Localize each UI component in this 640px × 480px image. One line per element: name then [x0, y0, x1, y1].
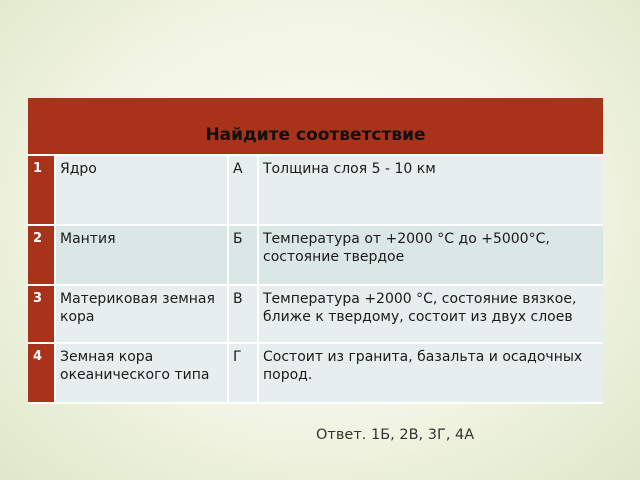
matching-table — [28, 98, 603, 404]
row-number: 2 — [28, 225, 55, 285]
table-row — [28, 285, 603, 343]
term-cell: Ядро — [55, 155, 228, 225]
description-cell: Температура +2000 °С, состояние вязкое, ближе к твердому, состоит из двух слоев — [258, 285, 603, 343]
description-cell: Состоит из гранита, базальта и осадочных пород. — [258, 343, 603, 403]
table-header-row — [28, 98, 603, 155]
description-cell: Толщина слоя 5 - 10 км — [258, 155, 603, 225]
table-row — [28, 343, 603, 403]
letter-cell: Б — [228, 225, 258, 285]
letter-cell: Г — [228, 343, 258, 403]
row-number: 4 — [28, 343, 55, 403]
description-cell: Температура от +2000 °С до +5000°С, состояние твердое — [258, 225, 603, 285]
term-cell: Материковая земная кора — [55, 285, 228, 343]
table-row — [28, 155, 603, 225]
term-cell: Земная кора океанического типа — [55, 343, 228, 403]
table-row — [28, 225, 603, 285]
row-number: 3 — [28, 285, 55, 343]
answer-text: Ответ. 1Б, 2В, 3Г, 4А — [316, 427, 475, 443]
row-number: 1 — [28, 155, 55, 225]
letter-cell: А — [228, 155, 258, 225]
table-title: Найдите соответствие — [28, 98, 603, 155]
term-cell: Мантия — [55, 225, 228, 285]
letter-cell: В — [228, 285, 258, 343]
